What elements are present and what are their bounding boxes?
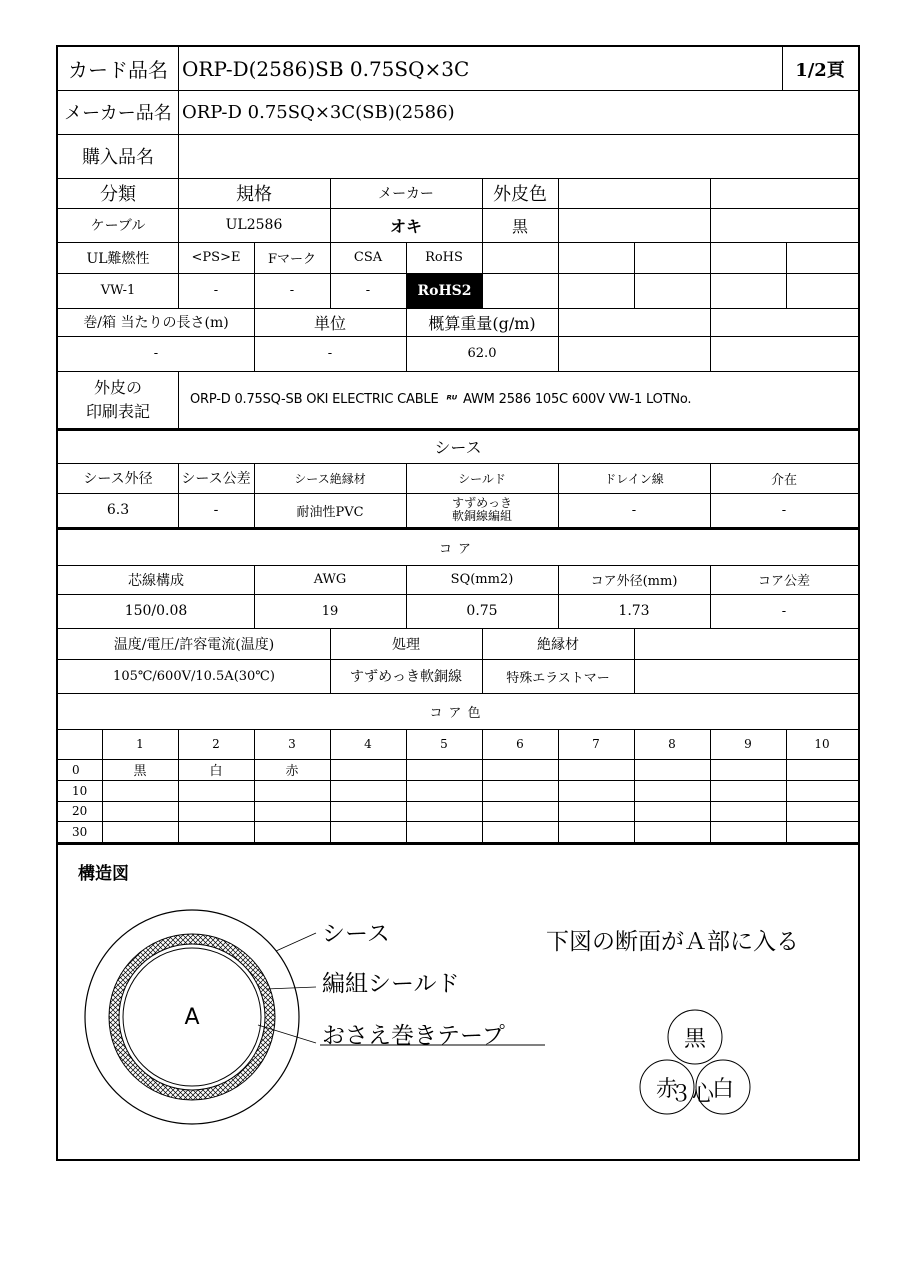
color-cell <box>558 780 634 801</box>
csa-label: CSA <box>353 250 383 265</box>
f-mark-label: Fマーク <box>267 252 317 267</box>
braid-callout: 編組シールド <box>322 971 460 997</box>
core-od-label: コア外径(mm) <box>590 574 678 589</box>
print-label-line2: 印刷表記 <box>85 401 150 421</box>
card-name-value: ORP-D(2586)SB 0.75SQ×3C <box>182 56 470 81</box>
print-value <box>178 371 858 428</box>
insulation-label: 絶縁材 <box>537 636 579 653</box>
temp-voltage-current-label: 温度/電圧/許容電流(温度) <box>113 636 275 653</box>
section-note: 下図の断面がＡ部に入る <box>546 929 799 955</box>
length-per-reel-value: - <box>153 346 159 361</box>
color-cell <box>786 759 858 780</box>
print-value-text-1: ORP-D 0.75SQ-SB OKI ELECTRIC CABLE <box>190 392 439 407</box>
color-cell <box>482 821 558 842</box>
sheath-insulation-value: 耐油性PVC <box>296 504 364 520</box>
core-od-value: 1.73 <box>618 603 650 619</box>
standard-label: 規格 <box>236 184 272 205</box>
purchase-name-label: 購入品名 <box>82 147 154 168</box>
color-row-index: 10 <box>72 783 88 798</box>
color-row-index: 20 <box>72 804 88 818</box>
color-cell <box>634 780 710 801</box>
unit-value: - <box>327 346 333 361</box>
color-cell <box>634 801 710 821</box>
spec-sheet <box>56 45 860 1161</box>
shield-label: シールド <box>458 471 506 486</box>
length-per-reel-label: 巻/箱 当たりの長さ(m) <box>83 315 229 331</box>
color-cell <box>330 801 406 821</box>
sheath-callout: シース <box>322 921 390 947</box>
standard-value: UL2586 <box>225 217 283 233</box>
color-cell <box>254 801 330 821</box>
core-black-label: 黒 <box>683 1027 707 1052</box>
core-title: コア <box>438 542 477 557</box>
print-value-text-2: AWM 2586 105C 600V VW-1 LOTNo. <box>463 392 692 407</box>
rohs-label: RoHS <box>425 250 463 265</box>
shield-value-line1: すずめっき <box>451 495 512 510</box>
sq-value: 0.75 <box>466 603 498 619</box>
braid-leader-line <box>266 987 316 989</box>
color-cell <box>786 801 858 821</box>
category-value: ケーブル <box>90 218 146 234</box>
weight-value: 62.0 <box>467 346 497 361</box>
tape-callout: おさえ巻きテープ <box>322 1023 505 1049</box>
color-cell <box>406 801 482 821</box>
color-cell <box>102 821 178 842</box>
sheath-tolerance-label: シース公差 <box>181 471 251 487</box>
color-cell <box>634 759 710 780</box>
pse-label: <PS>E <box>191 250 241 265</box>
strand-config-label: 芯線構成 <box>128 572 184 589</box>
color-cell <box>254 780 330 801</box>
color-row-index: 30 <box>72 824 88 839</box>
filler-label: 介在 <box>770 472 797 488</box>
filler-value: - <box>781 502 787 518</box>
color-column-header: 5 <box>440 737 448 751</box>
color-column-header: 10 <box>814 737 830 751</box>
treatment-label: 処理 <box>392 636 420 653</box>
card-name-label: カード品名 <box>68 58 168 82</box>
core-count: ３心 <box>670 1082 715 1107</box>
color-cell: 赤 <box>285 764 299 779</box>
color-cell <box>330 821 406 842</box>
maker-name-label: メーカー品名 <box>64 103 172 124</box>
color-cell <box>786 821 858 842</box>
color-cell <box>710 780 786 801</box>
sheath-tolerance-value: - <box>213 502 219 518</box>
color-cell <box>482 759 558 780</box>
color-cell <box>710 801 786 821</box>
color-cell <box>178 801 254 821</box>
color-cell <box>178 780 254 801</box>
structure-diagram <box>58 845 858 1161</box>
unit-label: 単位 <box>313 313 346 333</box>
color-column-header: 6 <box>516 737 524 751</box>
core-red-label: 赤 <box>655 1077 679 1102</box>
jacket-color-label: 外皮色 <box>493 184 547 205</box>
color-cell: 白 <box>209 764 223 779</box>
drain-wire-label: ドレイン線 <box>604 471 664 486</box>
awg-value: 19 <box>321 603 339 619</box>
color-cell <box>558 821 634 842</box>
ul-flame-value: VW-1 <box>100 283 136 298</box>
color-column-header: 1 <box>136 737 144 751</box>
color-column-header: 9 <box>744 737 752 751</box>
color-cell <box>482 801 558 821</box>
temp-voltage-current-value: 105℃/600V/10.5A(30℃) <box>113 668 275 684</box>
drain-wire-value: - <box>631 502 637 518</box>
color-cell <box>406 821 482 842</box>
awg-label: AWG <box>313 572 347 587</box>
color-column-header: 2 <box>212 737 220 751</box>
color-cell <box>710 821 786 842</box>
maker-name-value: ORP-D 0.75SQ×3C(SB)(2586) <box>182 101 455 123</box>
f-mark-value: - <box>289 283 295 298</box>
jacket-color-value: 黒 <box>511 216 528 236</box>
rohs-value: RoHS2 <box>407 274 482 308</box>
core-white-label: 白 <box>711 1077 735 1102</box>
strand-config-value: 150/0.08 <box>124 603 188 619</box>
color-cell <box>634 821 710 842</box>
color-cell <box>254 821 330 842</box>
color-row-index: 0 <box>72 762 80 777</box>
sheath-od-value: 6.3 <box>106 502 130 518</box>
color-cell <box>330 780 406 801</box>
ul-flame-label: UL難燃性 <box>86 250 150 267</box>
color-column-header: 8 <box>668 737 676 751</box>
color-column-header: 7 <box>592 737 600 751</box>
color-cell <box>406 759 482 780</box>
core-tolerance-value: - <box>781 603 787 619</box>
shield-value-line2: 軟銅線編組 <box>451 509 512 523</box>
category-label: 分類 <box>100 184 136 205</box>
insulation-value: 特殊エラストマー <box>506 670 610 686</box>
color-cell <box>558 759 634 780</box>
sq-label: SQ(mm2) <box>450 572 514 587</box>
sheath-od-label: シース外径 <box>83 471 153 487</box>
sheath-insulation-label: シース絶縁材 <box>294 471 366 486</box>
maker-value: オキ <box>389 216 422 236</box>
page-number: 1/2頁 <box>795 59 845 81</box>
print-label <box>58 371 178 428</box>
core-tolerance-label: コア公差 <box>757 574 810 589</box>
sheath-title: シース <box>434 438 482 457</box>
color-cell <box>330 759 406 780</box>
csa-value: - <box>365 283 371 298</box>
color-column-header: 4 <box>364 737 372 751</box>
treatment-value: すずめっき軟銅線 <box>350 669 462 685</box>
core-color-title: コア色 <box>429 705 487 721</box>
maker-label: メーカー <box>378 186 434 202</box>
shield-value <box>406 493 558 527</box>
color-cell <box>558 801 634 821</box>
color-cell <box>406 780 482 801</box>
color-cell: 黒 <box>133 764 147 779</box>
color-cell <box>102 801 178 821</box>
color-cell <box>102 780 178 801</box>
color-cell <box>710 759 786 780</box>
structure-title: 構造図 <box>78 864 129 884</box>
print-label-line1: 外皮の <box>93 377 142 397</box>
pse-value: - <box>213 283 219 298</box>
color-cell <box>786 780 858 801</box>
color-cell <box>178 821 254 842</box>
weight-label: 概算重量(g/m) <box>428 313 536 333</box>
color-cell <box>482 780 558 801</box>
section-a-label: A <box>184 1005 200 1030</box>
sheath-leader-line <box>276 933 316 951</box>
color-column-header: 3 <box>288 737 296 751</box>
purchase-name-value <box>178 134 858 178</box>
ul-mark-icon: ᴿᵁ <box>446 393 458 406</box>
